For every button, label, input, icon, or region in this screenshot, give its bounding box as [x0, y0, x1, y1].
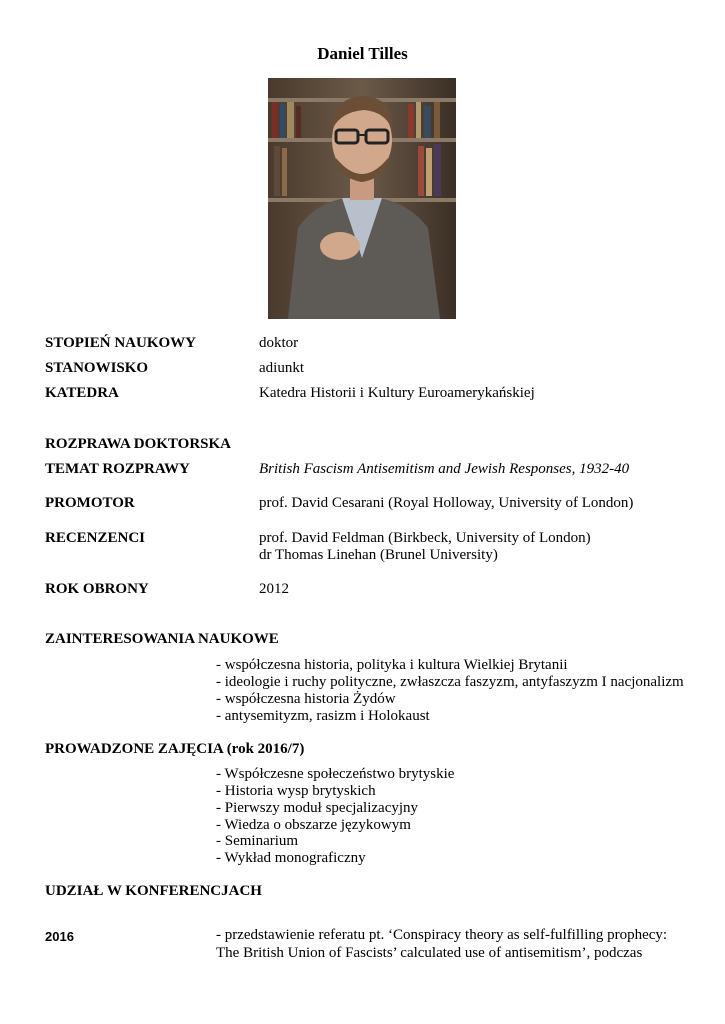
interest-item: - ideologie i ruchy polityczne, zwłaszcza faszyzm, antyfaszyzm I nacjonalizm — [216, 674, 684, 690]
portrait-photo — [268, 78, 456, 319]
topic-value: British Fascism Antisemitism and Jewish Responses, 1932-40 — [259, 461, 630, 477]
supervisor-label: PROMOTOR — [45, 495, 135, 511]
interest-item: - współczesna historia Żydów — [216, 691, 396, 707]
interests-heading: ZAINTERESOWANIA NAUKOWE — [45, 631, 279, 647]
conference-line: The British Union of Fascists’ calculated use of antisemitism’, podczas — [216, 945, 643, 961]
topic-label: TEMAT ROZPRAWY — [45, 461, 190, 477]
course-item: - Wiedza o obszarze językowym — [216, 817, 411, 833]
department-value: Katedra Historii i Kultury Euroamerykańskiej — [259, 385, 535, 401]
conference-year: 2016 — [45, 929, 74, 944]
position-label: STANOWISKO — [45, 360, 149, 376]
conferences-heading: UDZIAŁ W KONFERENCJACH — [45, 883, 262, 899]
defense-year-label: ROK OBRONY — [45, 581, 149, 597]
defense-year-value: 2012 — [259, 581, 289, 597]
course-item: - Pierwszy moduł specjalizacyjny — [216, 800, 419, 816]
interest-item: - antysemityzm, rasizm i Holokaust — [216, 708, 430, 724]
degree-value: doktor — [259, 335, 299, 351]
course-item: - Historia wysp brytyskich — [216, 783, 376, 799]
supervisor-value: prof. David Cesarani (Royal Holloway, University of London) — [259, 495, 634, 511]
reviewers-label: RECENZENCI — [45, 530, 146, 546]
dissertation-heading: ROZPRAWA DOKTORSKA — [45, 436, 232, 452]
courses-heading: PROWADZONE ZAJĘCIA (rok 2016/7) — [45, 741, 305, 757]
interest-item: - współczesna historia, polityka i kultura Wielkiej Brytanii — [216, 657, 568, 673]
degree-label: STOPIEŃ NAUKOWY — [45, 335, 196, 351]
department-label: KATEDRA — [45, 385, 119, 401]
conference-line: - przedstawienie referatu pt. ‘Conspiracy theory as self-fulfilling prophecy: — [216, 927, 668, 943]
course-item: - Seminarium — [216, 833, 299, 849]
course-item: - Współczesne społeczeństwo brytyskie — [216, 766, 455, 782]
course-item: - Wykład monograficzny — [216, 850, 366, 866]
position-value: adiunkt — [259, 360, 304, 376]
reviewer-item: prof. David Feldman (Birkbeck, University of London) — [259, 530, 591, 546]
reviewer-item: dr Thomas Linehan (Brunel University) — [259, 547, 498, 563]
page-title: Daniel Tilles — [317, 44, 408, 63]
